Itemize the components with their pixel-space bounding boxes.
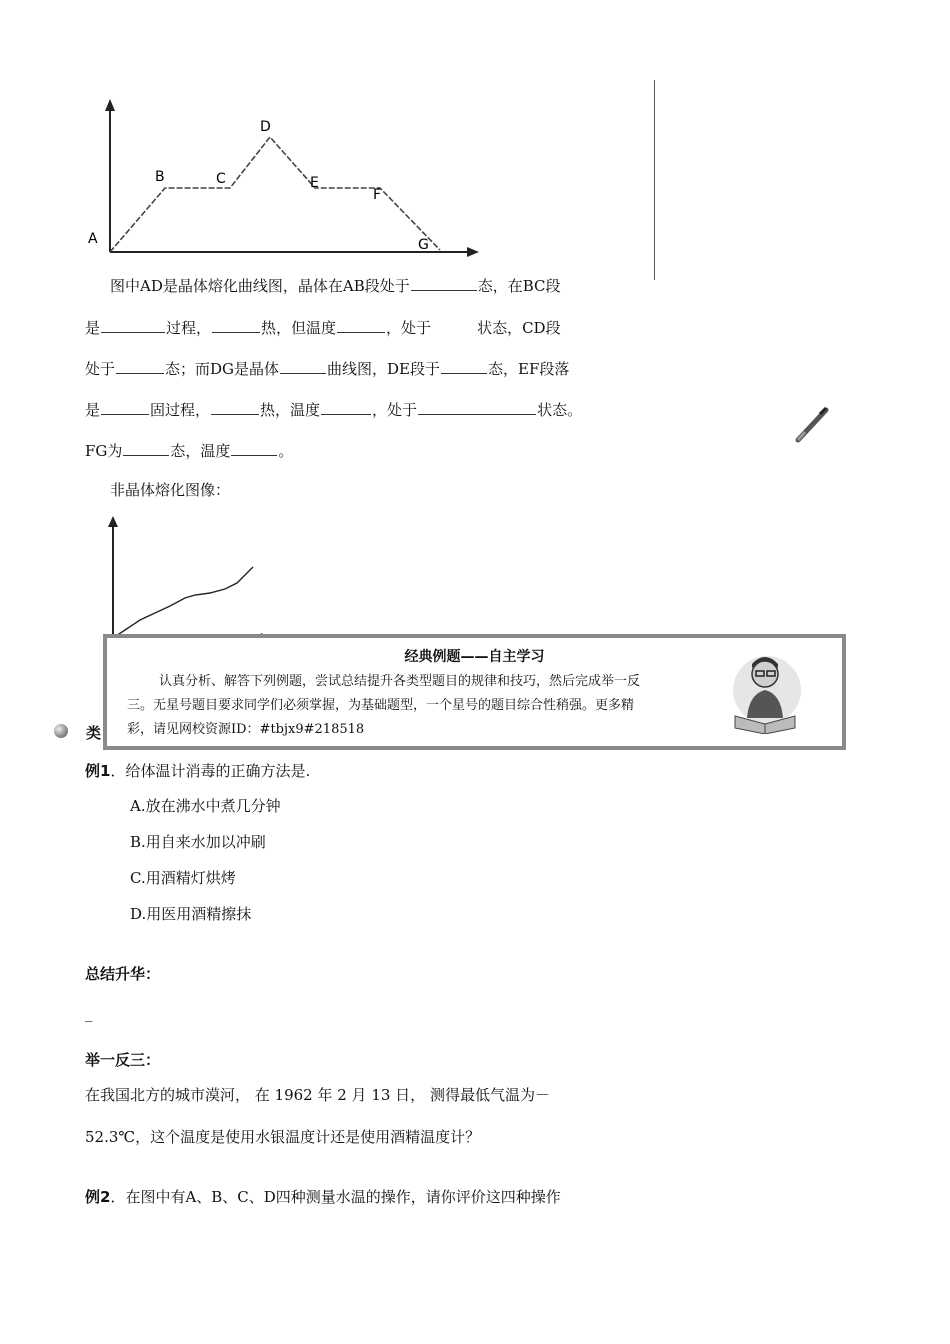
blank[interactable] <box>411 276 477 291</box>
student-reading-icon <box>725 646 805 734</box>
para-line-5: FG为 态，温度 。 <box>85 442 294 460</box>
blank[interactable] <box>116 359 164 374</box>
non-crystal-graph <box>95 513 280 643</box>
blank[interactable] <box>441 359 487 374</box>
point-g-label: G <box>418 237 429 253</box>
practice-line-1: 在我国北方的城市漠河， 在 1962 年 2 月 13 日， 测得最低气温为－ <box>85 1086 550 1104</box>
box-line-3: 彩，请见网校资源ID：#tbjx9#218518 <box>127 722 365 737</box>
point-f-label: F <box>373 187 382 203</box>
pen-icon <box>792 404 832 444</box>
point-e-label: E <box>310 175 319 191</box>
practice-line-2: 52.3℃，这个温度是使用水银温度计还是使用酒精温度计？ <box>85 1128 481 1146</box>
summary-title: 总结升华： <box>85 965 161 983</box>
x-axis-arrow <box>467 247 479 257</box>
blank[interactable] <box>101 318 165 333</box>
blank[interactable] <box>231 441 277 456</box>
blank[interactable] <box>211 400 259 415</box>
example1-question: 例1．给体温计消毒的正确方法是. <box>85 762 311 780</box>
example1-option-d[interactable]: D.用医用酒精擦抹 <box>130 905 252 923</box>
practice-title: 举一反三： <box>85 1051 161 1069</box>
vertical-rule <box>654 80 655 280</box>
para-line-1: 图中AD是晶体熔化曲线图，晶体在AB段处于 态，在BC段 <box>110 277 561 295</box>
blank[interactable] <box>212 318 260 333</box>
blank[interactable] <box>123 441 169 456</box>
crystal-curve-graph <box>80 95 490 265</box>
blank[interactable] <box>321 400 371 415</box>
para-line-3: 处于 态；而DG是晶体 曲线图，DE段于 态，EF段落 <box>85 360 570 378</box>
non-crystal-curve <box>113 567 253 638</box>
example1-option-a[interactable]: A.放在沸水中煮几分钟 <box>130 797 281 815</box>
blank[interactable] <box>101 400 149 415</box>
blank[interactable] <box>280 359 326 374</box>
example1-option-c[interactable]: C.用酒精灯烘烤 <box>130 869 236 887</box>
summary-dash: _ <box>85 1004 93 1022</box>
example-box <box>103 634 846 750</box>
non-crystal-caption: 非晶体熔化图像： <box>110 481 231 499</box>
section-bullet-icon <box>54 724 68 738</box>
example-box-title: 经典例题——自主学习 <box>404 649 545 665</box>
example2-question: 例2．在图中有A、B、C、D四种测量水温的操作，请你评价这四种操作 <box>85 1188 561 1206</box>
point-b-label: B <box>155 169 165 185</box>
melting-curve <box>110 137 440 252</box>
para-line-2: 是 过程， 热，但温度 ，处于 状态，CD段 <box>85 319 561 337</box>
example-box-body <box>127 670 727 742</box>
point-c-label: C <box>216 171 226 187</box>
point-a-label: A <box>88 231 98 247</box>
y-axis-arrow <box>105 99 115 111</box>
point-d-label: D <box>260 119 271 135</box>
section-mark: 类 <box>86 724 102 742</box>
box-line-1: 认真分析、解答下列例题，尝试总结提升各类型题目的规律和技巧，然后完成举一反 <box>159 674 641 689</box>
blank[interactable] <box>418 400 536 415</box>
para-line-4: 是 固过程， 热，温度 ，处于 状态。 <box>85 401 583 419</box>
blank[interactable] <box>337 318 385 333</box>
box-line-2: 三。无星号题目要求同学们必须掌握，为基础题型，一个星号的题目综合性稍强。更多精 <box>127 698 635 713</box>
example1-option-b[interactable]: B.用自来水加以冲刷 <box>130 833 266 851</box>
